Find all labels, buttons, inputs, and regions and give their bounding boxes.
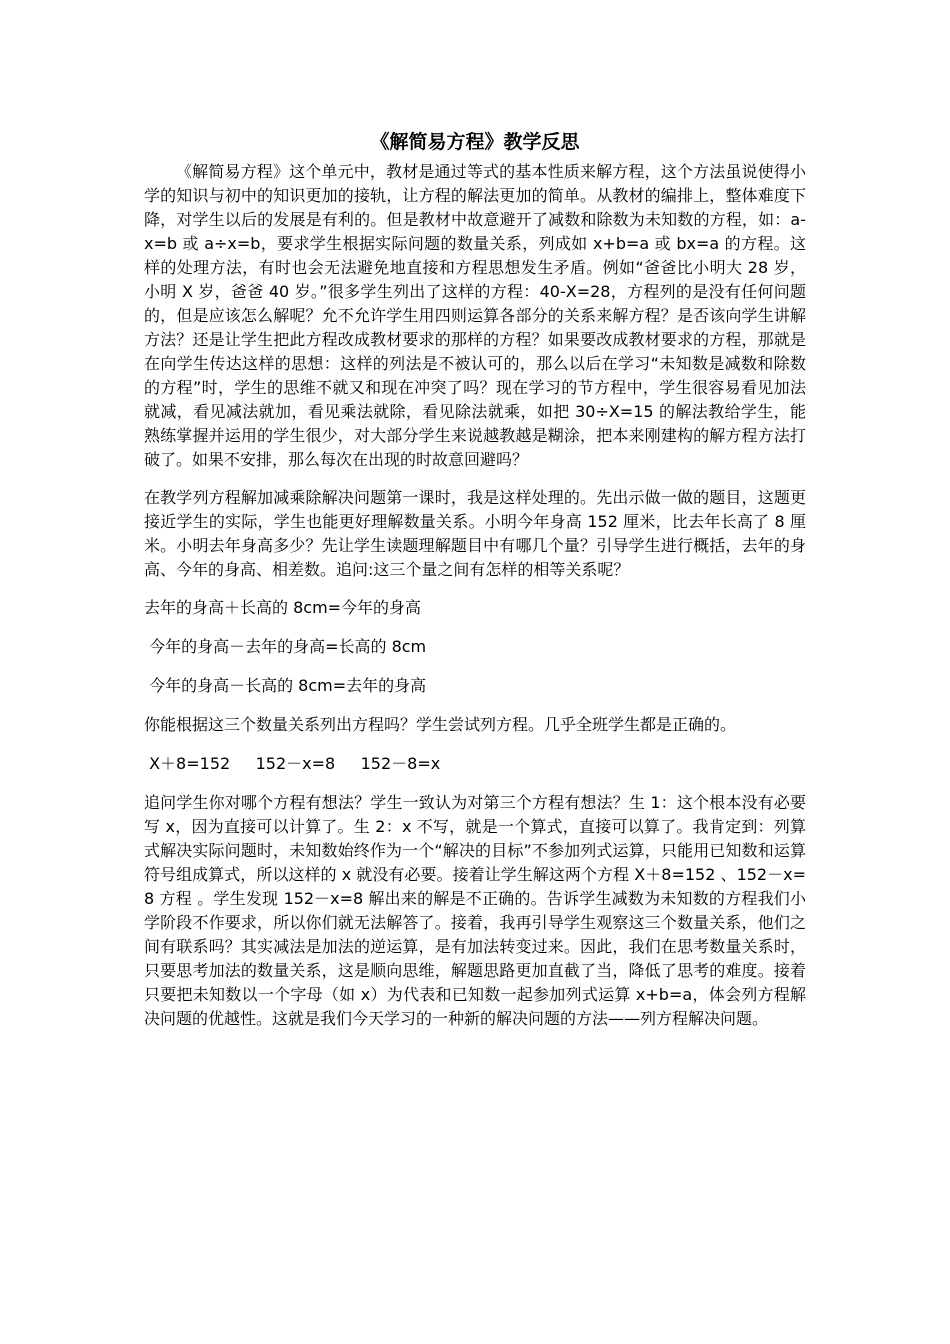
relation-line-2: 今年的身高－去年的身高=长高的 8cm <box>144 637 427 656</box>
paragraph-intro: 《解简易方程》这个单元中，教材是通过等式的基本性质来解方程，这个方法虽说使得小学的知识与初中的知识更加的接轨，让方程的解法更加的简单。从教材的编排上，整体难度下降，对学生以后的发展是有利的。但是教材中故意避开了减数和除数为未知数的方程，如：a-x=b 或 a÷x=b，要求学生根据实际问题的数量关系，列成如 x+b=a 或 bx=a 的方程。这样的处理方法，有时也会无法避免地直接和方程思想发生矛盾。例如“爸爸比小明大 28 岁，小明 X 岁，爸爸 40 岁。”很多学生列出了这样的方程：40-X=28，方程列的是没有任何问题的，但是应该怎么解呢？允不允许学生用四则运算各部分的关系来解方程？是否该向学生讲解方法？还是让学生把此方程改成教材要求的那样的方程？如果要改成教材要求的方程，那就是在向学生传达这样的思想：这样的列法是不被认可的，那么以后在学习“未知数是减数和除数的方程”时，学生的思维不就又和现在冲突了吗？现在学习的节方程中，学生很容易看见加法就减，看见减法就加，看见乘法就除，看见除法就乘，如把 30÷X=15 的解法教给学生，能熟练掌握并运用的学生很少，对大部分学生来说越教越是糊涂，把本来刚建构的解方程方法打破了。如果不安排，那么每次在出现的时故意回避吗？ <box>144 162 806 469</box>
document-title: 《解简易方程》教学反思 <box>370 131 580 153</box>
document-page <box>144 124 806 1045</box>
prompt-line: 你能根据这三个数量关系列出方程吗？学生尝试列方程。几乎全班学生都是正确的。 <box>144 715 737 734</box>
paragraph-closing: 追问学生你对哪个方程有想法？学生一致认为对第三个方程有想法？生 1：这个根本没有必要写 x，因为直接可以计算了。生 2：x 不写，就是一个算式，直接可以算了。我肯定到：列算式解决实际问题时，未知数始终作为一个“解决的目标”不参加列式运算，只能用已知数和运算符号组成算式，所以这样的 x 就没有必要。接着让学生解这两个方程 X＋8=152 、152－x=8 方程 。学生发现 152－x=8 解出来的解是不正确的。告诉学生减数为未知数的方程我们小学阶段不作要求，所以你们就无法解答了。接着，我再引导学生观察这三个数量关系，他们之间有联系吗？其实减法是加法的逆运算，是有加法转变过来。因此，我们在思考数量关系时，只要思考加法的数量关系，这是顺向思维，解题思路更加直截了当，降低了思考的难度。接着只要把未知数以一个字母（如 x）为代表和已知数一起参加列式运算 x+b=a，体会列方程解决问题的优越性。这就是我们今天学习的一种新的解决问题的方法——列方程解决问题。 <box>144 793 806 1028</box>
relation-line-1: 去年的身高＋长高的 8cm=今年的身高 <box>144 598 422 617</box>
relation-line-3: 今年的身高－长高的 8cm=去年的身高 <box>144 676 427 695</box>
paragraph-lesson: 在教学列方程解加减乘除解决问题第一课时，我是这样处理的。先出示做一做的题目，这题更接近学生的实际，学生也能更好理解数量关系。小明今年身高 152 厘米，比去年长高了 8 厘米。小明去年身高多少？先让学生读题理解题目中有哪几个量？引导学生进行概括，去年的身高、今年的身高、相差数。追问:这三个量之间有怎样的相等关系呢？ <box>144 488 806 579</box>
equations-line: X＋8=152 152－x=8 152－8=x <box>144 754 441 773</box>
